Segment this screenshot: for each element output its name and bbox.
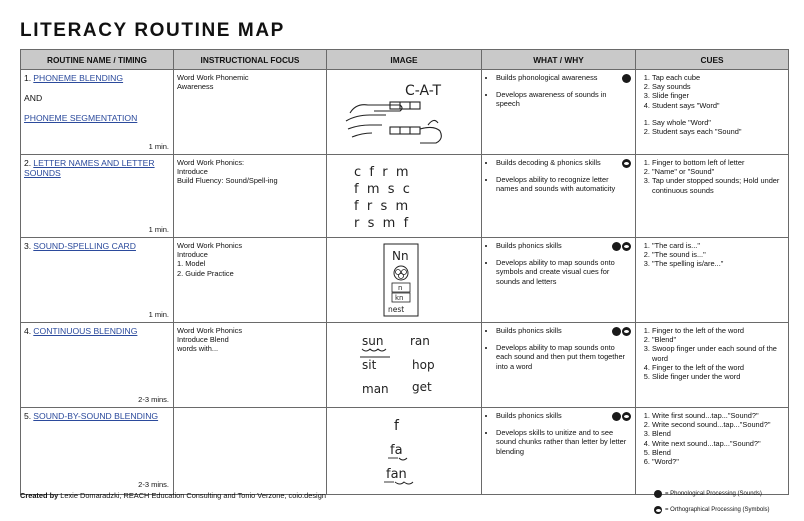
cues-cell	[636, 408, 788, 469]
legend-phonological	[654, 490, 762, 498]
header-row	[21, 50, 789, 70]
letter-line: r s m f	[353, 216, 408, 231]
card-word: nest	[387, 305, 404, 314]
stack-word: fa	[389, 443, 403, 458]
eye-icon	[654, 506, 662, 514]
cue-item: 3. "The spelling is/are..."	[652, 259, 785, 268]
cue-item: 2. "The sound is..."	[652, 250, 785, 259]
sound-spelling-card-link[interactable]: SOUND-SPELLING CARD	[33, 241, 136, 251]
blend-word: man	[361, 382, 389, 396]
blend-word: get	[411, 380, 432, 394]
cue-item: 1. Say whole "Word"	[652, 118, 785, 127]
phoneme-blending-link[interactable]: PHONEME BLENDING	[33, 73, 124, 83]
focus-cell	[174, 323, 326, 357]
cue-item: 5. Slide finger under the word	[652, 372, 785, 381]
timing: 1 min.	[148, 225, 169, 234]
what-item: • Builds phonics skills	[496, 326, 632, 335]
focus-cell	[174, 238, 326, 281]
eye-icon	[622, 327, 631, 336]
letter-line: c f r m	[353, 165, 409, 180]
cue-item: 6. "Word?"	[652, 457, 785, 466]
row-number: 4.	[24, 326, 32, 336]
cue-item: 2. Student says each "Sound"	[652, 127, 785, 136]
cue-item: 4. Student says "Word"	[652, 101, 785, 110]
focus-line: Word Work Phonemic	[177, 73, 249, 82]
what-cell	[482, 408, 635, 467]
image-cell	[327, 238, 481, 322]
focus-line: Introduce	[177, 250, 208, 260]
card-spelling: n	[397, 284, 402, 292]
what-cell	[482, 323, 635, 382]
timing: 1 min.	[148, 310, 169, 319]
stack-word: f	[393, 418, 399, 434]
image-letters: C-A-T	[404, 83, 441, 99]
timing: 2-3 mins.	[138, 395, 169, 404]
ear-icon	[612, 242, 621, 251]
cue-item: 3. Blend	[652, 429, 785, 438]
row-number: 5.	[24, 411, 32, 421]
legend-text: = Phonological Processing (Sounds)	[665, 491, 762, 497]
stack-word: fan	[385, 467, 407, 482]
table-row	[21, 70, 789, 155]
credits-label: Created by	[20, 491, 59, 500]
focus-cell	[174, 70, 326, 94]
focus-line: Word Work Phonics:	[177, 158, 245, 167]
ear-icon	[612, 412, 621, 421]
what-item: • Builds phonological awareness	[496, 73, 632, 82]
eye-icon	[622, 242, 631, 251]
cue-item: 1. Finger to the left of the word	[652, 326, 785, 335]
letter-line: f m s c	[353, 182, 410, 197]
timing: 2-3 mins.	[138, 480, 169, 489]
legend-text: = Orthographical Processing (Symbols)	[665, 507, 770, 513]
table-row	[21, 238, 789, 323]
header-image: IMAGE	[327, 50, 482, 70]
and-text: AND	[24, 93, 43, 103]
what-item: • Builds phonics skills	[496, 411, 632, 420]
what-item: • Builds decoding & phonics skills	[496, 158, 632, 167]
blend-word: ran	[409, 334, 430, 348]
header-routine: ROUTINE NAME / TIMING	[21, 50, 174, 70]
table-row	[21, 155, 789, 238]
row-number: 2.	[24, 158, 32, 168]
ear-icon	[612, 327, 621, 336]
card-spelling: kn	[394, 294, 403, 302]
what-item: • Develops ability to map sounds onto symbols and create visual cues for sounds and letters	[496, 258, 632, 286]
what-item: • Develops ability to recognize letter names and sounds with automaticity	[496, 175, 632, 193]
letter-grid-image	[332, 158, 477, 232]
sound-by-sound-blending-link[interactable]: SOUND-BY-SOUND BLENDING	[33, 411, 159, 421]
routine-cell	[21, 408, 173, 491]
routine-cell	[21, 238, 173, 321]
header-focus: INSTRUCTIONAL FOCUS	[174, 50, 327, 70]
eye-icon	[622, 412, 631, 421]
routine-cell	[21, 70, 173, 153]
focus-line: Awareness	[177, 82, 214, 92]
what-cell	[482, 70, 635, 120]
letter-line: f r s m	[353, 199, 408, 214]
phoneme-segmentation-link[interactable]: PHONEME SEGMENTATION	[24, 113, 138, 123]
blend-word: sun	[361, 334, 383, 348]
focus-cell	[174, 408, 326, 414]
focus-cell	[174, 155, 326, 189]
cue-item: 3. Swoop finger under each sound of the word	[652, 344, 785, 362]
credits-footer	[20, 491, 326, 500]
focus-line: Introduce Blend	[177, 335, 229, 345]
cue-item: 3. Tap under stopped sounds; Hold under continuous sounds	[652, 176, 785, 194]
what-cell	[482, 155, 635, 205]
cue-item: 1. Finger to bottom left of letter	[652, 158, 785, 167]
blend-word: sit	[361, 358, 376, 372]
page-title: LITERACY ROUTINE MAP	[20, 20, 285, 41]
tapping-hand-image	[332, 73, 477, 149]
credits-text: Lexie Domaradzki, REACH Education Consulting and Tonio Verzone, coio.design	[58, 491, 326, 500]
legend-orthographic	[654, 506, 770, 514]
cue-item: 4. Finger to the left of the word	[652, 363, 785, 372]
cue-item: 1. "The card is..."	[652, 241, 785, 250]
ear-icon	[622, 74, 631, 83]
cue-item: 4. Write next sound...tap..."Sound?"	[652, 439, 785, 448]
what-item: • Builds phonics skills	[496, 241, 632, 250]
cue-item: 2. "Blend"	[652, 335, 785, 344]
image-cell	[327, 323, 481, 407]
cue-item: 5. Blend	[652, 448, 785, 457]
cue-item: 3. Slide finger	[652, 91, 785, 100]
focus-line: 1. Model	[177, 259, 206, 269]
cues-cell	[636, 155, 788, 198]
timing: 1 min.	[148, 142, 169, 151]
focus-line: Introduce	[177, 167, 208, 177]
letter-names-link[interactable]: LETTER NAMES AND LETTER SOUNDS	[24, 158, 155, 178]
table-row	[21, 323, 789, 408]
focus-line: 2. Guide Practice	[177, 268, 234, 278]
what-item: • Develops awareness of sounds in speech	[496, 90, 632, 108]
routine-cell	[21, 323, 173, 406]
ear-icon	[654, 490, 662, 498]
what-cell	[482, 238, 635, 297]
card-letters: Nn	[391, 249, 409, 263]
focus-line: Word Work Phonics	[177, 241, 243, 250]
row-number: 1.	[24, 73, 32, 83]
cue-item: 1. Write first sound...tap..."Sound?"	[652, 411, 785, 420]
blending-words-image	[332, 326, 477, 402]
eye-icon	[622, 159, 631, 168]
focus-line: words with...	[177, 344, 219, 354]
cue-item: 1. Tap each cube	[652, 73, 785, 82]
hand-drawing	[346, 102, 441, 143]
continuous-blending-link[interactable]: CONTINUOUS BLENDING	[33, 326, 138, 336]
what-item: • Develops skills to unitize and to see sound chunks rather than letter by letter blending	[496, 428, 632, 456]
focus-line: Word Work Phonics	[177, 326, 243, 335]
cue-item: 2. Write second sound...tap..."Sound?"	[652, 420, 785, 429]
cue-item: 2. "Name" or "Sound"	[652, 167, 785, 176]
routine-cell	[21, 155, 173, 236]
header-cues: CUES	[636, 50, 789, 70]
image-cell	[327, 155, 481, 237]
cues-cell	[636, 70, 788, 139]
image-cell	[327, 408, 481, 494]
focus-line: Build Fluency: Sound/Spell-ing	[177, 176, 278, 186]
what-item: • Develops ability to map sounds onto each sound and then put them together into a word	[496, 343, 632, 371]
blend-word: hop	[411, 358, 435, 372]
cues-cell	[636, 323, 788, 384]
image-cell	[327, 70, 481, 154]
cues-cell	[636, 238, 788, 272]
row-number: 3.	[24, 241, 32, 251]
sound-spelling-card-image	[332, 241, 477, 317]
table-row	[21, 408, 789, 495]
routine-map-table	[20, 49, 789, 495]
sound-by-sound-image	[332, 411, 477, 489]
header-what: WHAT / WHY	[482, 50, 636, 70]
cue-item: 2. Say sounds	[652, 82, 785, 91]
